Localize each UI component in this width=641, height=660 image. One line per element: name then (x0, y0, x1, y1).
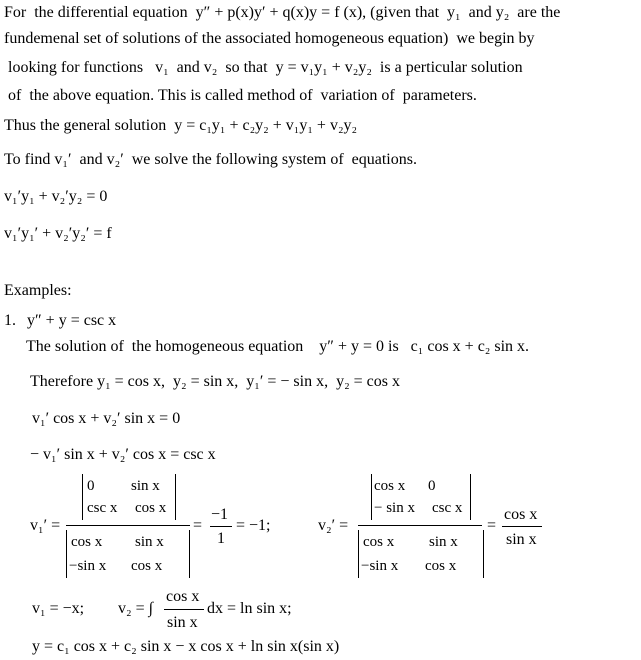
det-cell: cos x (374, 478, 406, 494)
example-system-eq-2: − v₁′ sin x + v₂′ cos x = csc x (30, 446, 216, 463)
system-eq-2: v₁′y₁′ + v₂′y₂′ = f (4, 225, 112, 242)
det-cell: −sin x (69, 558, 107, 574)
det-cell: 0 (428, 478, 436, 494)
det-cell: cos x (363, 534, 395, 550)
det-cell: − sin x (374, 500, 415, 516)
example-system-eq-1: v₁′ cos x + v₂′ sin x = 0 (32, 410, 181, 427)
homogeneous-solution: The solution of the homogeneous equation y″ + y = 0 is c₁ cos x + c₂ sin x. (26, 338, 530, 355)
v2-integrand-numerator: cos x (166, 588, 200, 605)
det-cell: 0 (87, 478, 95, 494)
intro-line-3: looking for functions v₁ and v₂ so that y = v₁y₁ + v₂y₂ is a perticular solution (4, 59, 523, 76)
det-cell: sin x (131, 478, 160, 494)
det-cell: csc x (432, 500, 463, 516)
v1-prime-result: = −1; (236, 517, 271, 534)
general-solution: y = c₁ cos x + c₂ sin x − x cos x + ln sin x(sin x) (32, 638, 340, 655)
det-cell: csc x (87, 500, 118, 516)
intro-line-5: Thus the general solution y = c₁y₁ + c₂y₂ + v₁y₁ + v₂y₂ (4, 117, 358, 134)
intro-line-2: fundemenal set of solutions of the associated homogeneous equation) we begin by (4, 30, 535, 47)
det-cell: −sin x (361, 558, 399, 574)
v2-numerator-determinant (371, 474, 471, 520)
v1-solution: v₁ = −x; (32, 600, 85, 617)
fraction-bar (502, 526, 542, 527)
system-eq-1: v₁′y₁ + v₂′y₂ = 0 (4, 188, 108, 205)
v1-prime-label: v₁′ = (30, 517, 61, 534)
v1-denominator-determinant (66, 530, 190, 578)
det-cell: cos x (71, 534, 103, 550)
det-cell: sin x (135, 534, 164, 550)
v2-solution-suffix: dx = ln sin x; (207, 600, 292, 617)
v2-denominator-determinant (358, 530, 484, 578)
v2-fraction-numerator: cos x (504, 506, 538, 523)
v1-numerator-determinant (82, 474, 176, 520)
v2-fraction-denominator: sin x (506, 531, 537, 548)
fraction-bar (210, 526, 232, 527)
det-cell: cos x (131, 558, 163, 574)
v1-fraction-denominator: 1 (217, 530, 225, 547)
v2-integrand-denominator: sin x (167, 614, 198, 631)
examples-heading: Examples: (4, 282, 72, 299)
system-intro: To find v₁′ and v₂′ we solve the following system of equations. (4, 151, 417, 168)
fraction-bar (358, 525, 482, 526)
v1-fraction-numerator: −1 (211, 506, 229, 523)
v2-prime-label: v₂′ = (318, 517, 349, 534)
fraction-bar (66, 525, 190, 526)
intro-line-1: For the differential equation y″ + p(x)y′ + q(x)y = f (x), (given that y₁ and y₂ are the (4, 4, 561, 21)
example-number: 1. (4, 312, 16, 329)
det-cell: cos x (135, 500, 167, 516)
therefore-line: Therefore y₁ = cos x, y₂ = sin x, y₁′ = − sin x, y₂ = cos x (30, 373, 400, 390)
det-cell: sin x (429, 534, 458, 550)
v2-solution-prefix: v₂ = ∫ (118, 600, 153, 617)
det-cell: cos x (425, 558, 457, 574)
fraction-bar (164, 609, 204, 610)
example-equation: y″ + y = csc x (27, 312, 117, 329)
intro-line-4: of the above equation. This is called method of variation of parameters. (4, 87, 477, 104)
document: For the differential equation y″ + p(x)y′ + q(x)y = f (x), (given that y₁ and y₂ are the fundemenal set of solutions of the associated homogeneous equation) we begin by looking for functions v₁ and v₂ so that y = v₁y₁ + v₂y₂ is a perticular solution of the above equation. This is called method of variation of parameters. Thus the general solution y = c₁y₁ + c₂y₂ + v₁y₁ + v₂y₂ To find v₁′ and v₂′ we solve the following system of equations. v₁′y₁ + v₂′y₂ = 0 v₁′y₁′ + v₂′y₂′ = f Examples: 1. y″ + y = csc x The solution of the homogeneous equation y″ + y = 0 is c₁ cos x + c₂ sin x. Therefore y₁ = cos x, y₂ = sin x, y₁′ = − sin x, y₂ = cos x v₁′ cos x + v₂′ sin x = 0 − v₁′ sin x + v₂′ cos x = csc x v₁′ = 0 sin x csc x cos x cos x sin x −sin x cos x = −1 1 = −1; v₂′ = cos x 0 − sin x csc x cos x sin x −sin x cos x = cos x sin x v₁ = −x; v₂ = ∫ cos x sin x dx = ln sin x; y = c₁ cos x + c₂ sin x − x cos x + ln sin x(sin x) (4, 4, 561, 655)
